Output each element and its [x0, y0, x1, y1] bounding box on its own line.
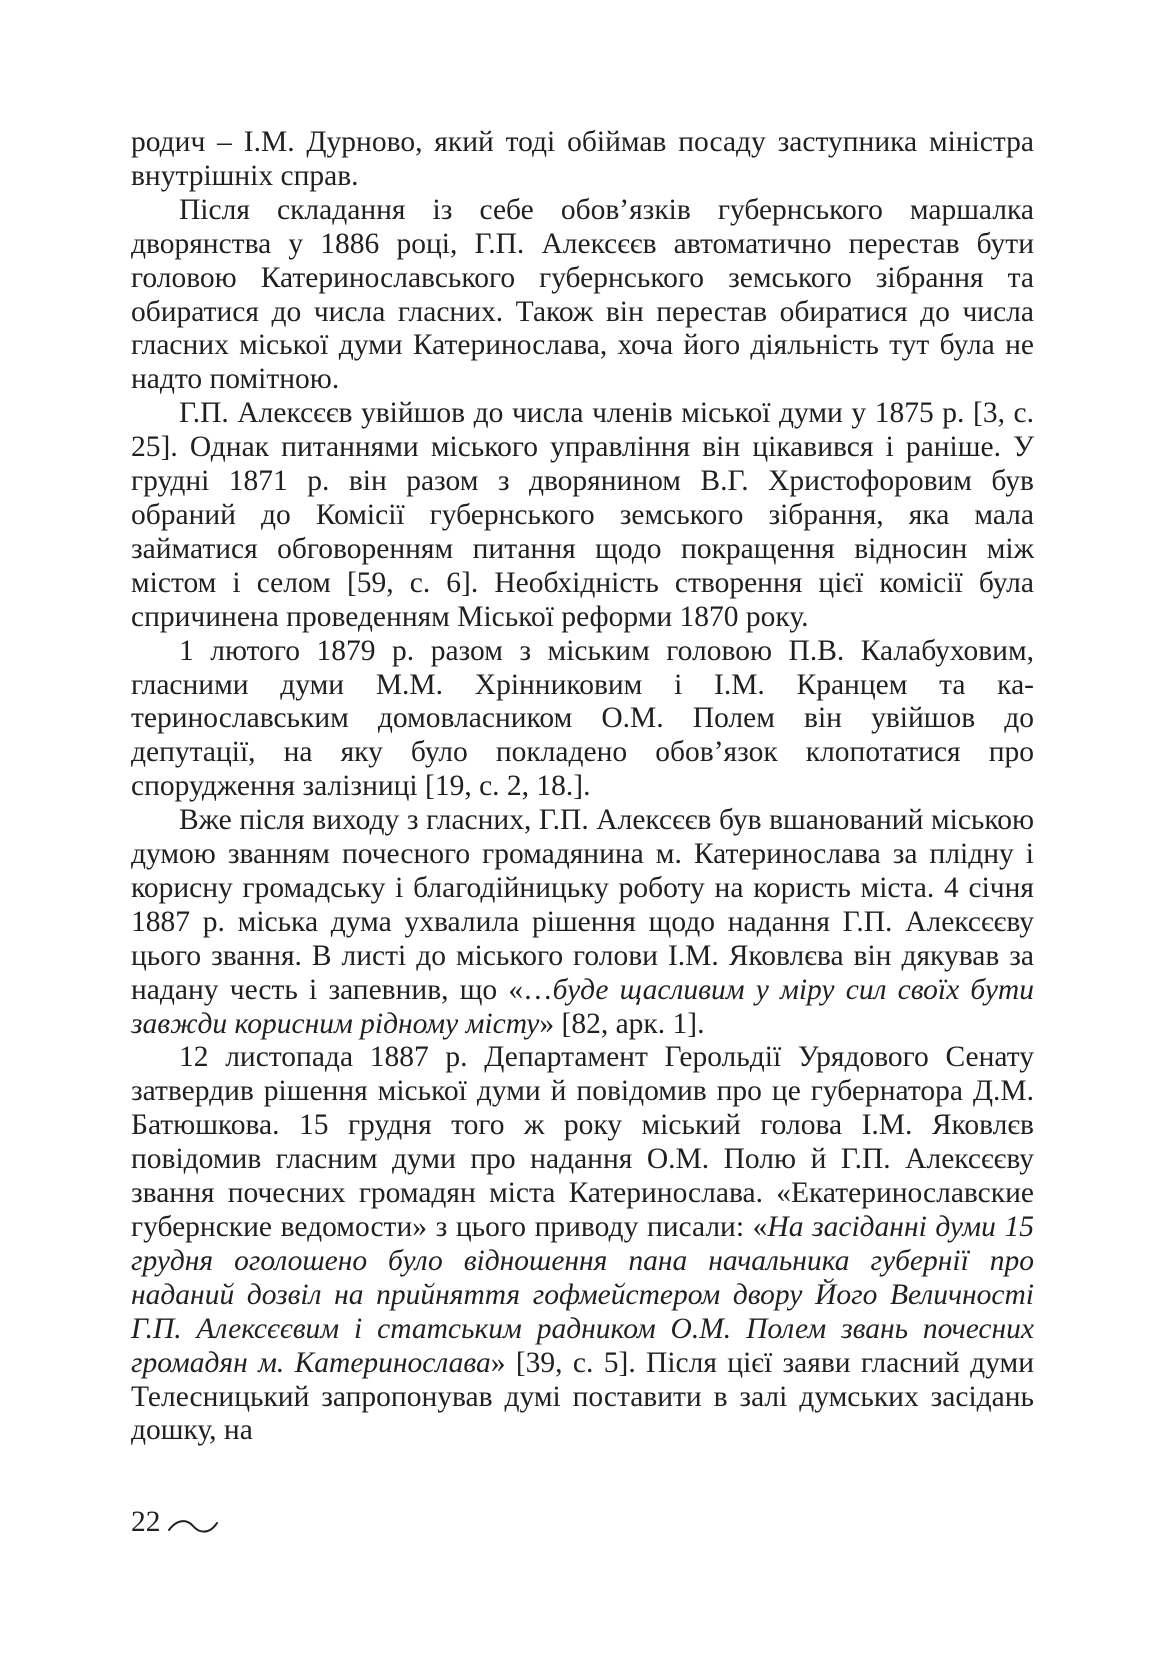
page-number: 22: [131, 1505, 161, 1538]
page-footer: [131, 1502, 219, 1542]
paragraph: Г.П. Алексєєв увійшов до числа членів міської думи у 1875 р. [3, с. 25]. Однак питаннями міського управління він цікавився і раніше. У грудні 1871 р. він разом з дворянином В.Г. Христофоровим був обраний до Комісії губернського земського зібрання, яка мала займатися обговоренням питання щодо покращення відносин між містом і селом [59, с. 6]. Необхідність створення цієї комісії була спричинена проведенням Міської реформи 1870 року.: [131, 397, 1034, 633]
quotation: На засіданні думи 15 грудня оголошено було відношення пана начальника губернії про наданий дозвіл на прийняття гофмейстером двору Його Величності Г.П. Алексєєвим і статським радником О.М. Полем звань почесних громадян м. Катеринослава: [131, 1211, 1034, 1379]
paragraph: Вже після виходу з гласних, Г.П. Алексєєв був вшанований міською думою званням почесного громадянина м. Катеринослава за плідну і корисну громадську і благодійницьку роботу на користь міста. 4 січня 1887 р. міська дума ухвалила рішення щодо надання Г.П. Алексєєву цього звання. В листі до міського голови І.М. Яковлєва він дякував за надану честь і запевнив, що «…буде щасливим у міру сил своїх бути завжди корисним рідному місту» [82, арк. 1].: [131, 804, 1034, 1040]
paragraph: 12 листопада 1887 р. Департамент Герольдії Урядового Сенату затвердив рішення міської думи й повідомив про це губернатора Д.М. Батюшкова. 15 грудня того ж року міський голова І.М. Яковлєв повідомив гласним думи про надання О.М. Полю й Г.П. Алексєєву звання почесних громадян міста Катеринослава. «Екатеринославские губернские ведомости» з цього приводу писали: «На засіданні думи 15 грудня оголошено було відношення пана начальника губернії про наданий дозвіл на прийняття гофмейстером двору Його Величності Г.П. Алексєєвим і статським радником О.М. Полем звань почесних громадян м. Катеринослава» [39, с. 5]. Після цієї заяви гласний думи Телесницький запропонував думі поставити в залі думських засідань дошку, на: [131, 1041, 1034, 1447]
tilde-swash-icon: [167, 1512, 219, 1532]
body-text: [131, 126, 1034, 1448]
paragraph: родич – І.М. Дурново, який тоді обіймав посаду заступника міністра внутрішніх справ.: [131, 126, 1034, 192]
quotation: буде щасливим у міру сил своїх бути завжди корисним рідному місту: [131, 973, 1034, 1040]
paragraph: Після складання із себе обов’язків губернського маршалка дворянства у 1886 році, Г.П. Алексєєв автоматично перестав бути головою Катеринославського губернського земського зібрання та обиратися до числа гласних. Також він перестав обиратися до числа гласних міської думи Катеринослава, хоча його діяльність тут була не надто помітною.: [131, 193, 1034, 396]
paragraph: 1 лютого 1879 р. разом з міським головою П.В. Калабуховим, гласними думи М.М. Хрінниковим і І.М. Кранцем та катеринославським домовласником О.М. Полем він увійшов до депутації, на яку було покладено обов’язок клопотатися про спорудження залізниці [19, с. 2, 18.].: [131, 634, 1034, 803]
